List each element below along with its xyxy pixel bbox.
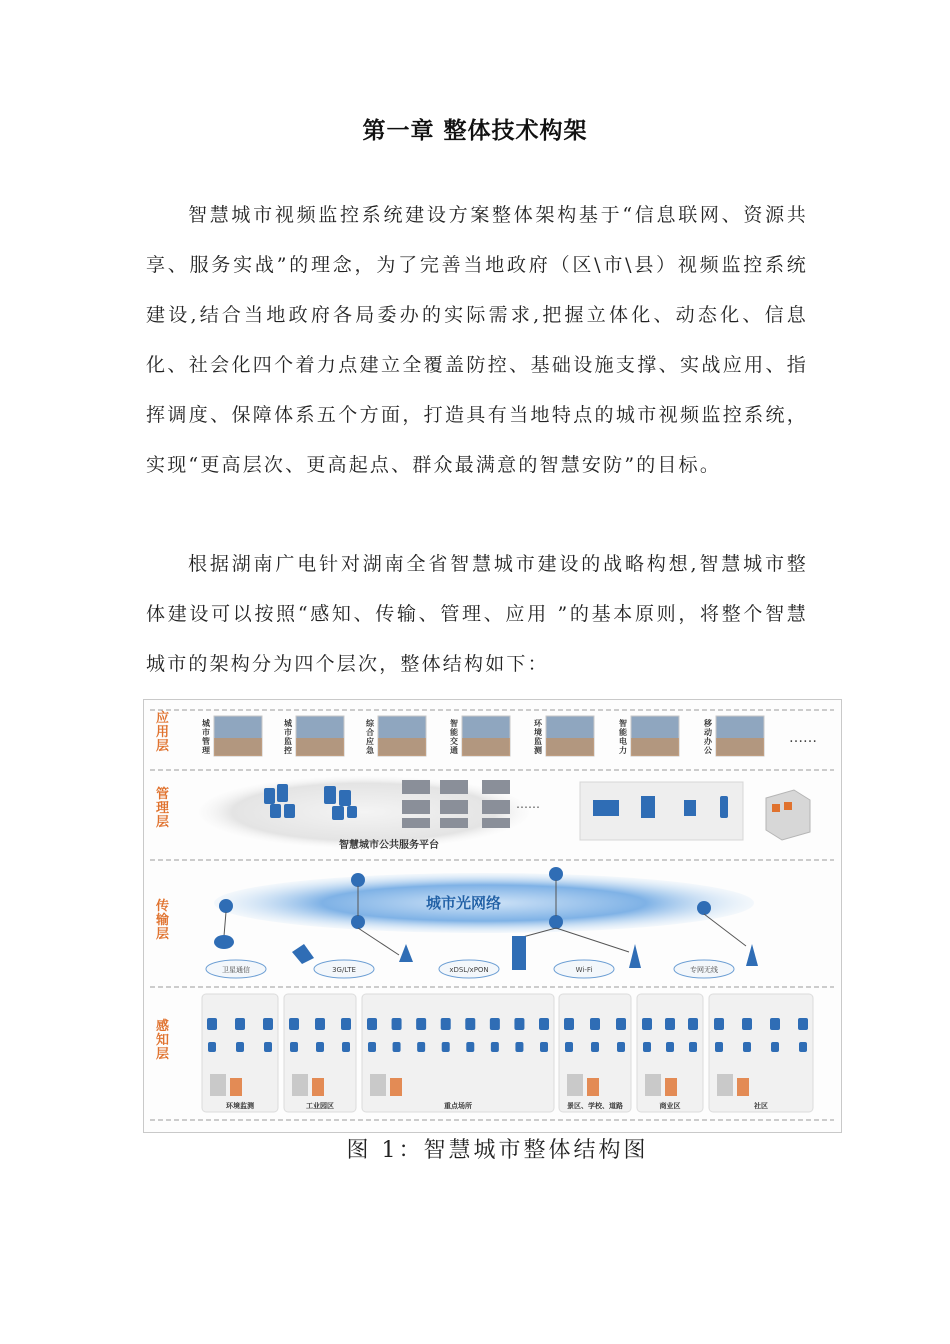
sense-group-label: 社区: [754, 1102, 768, 1110]
sensor-device: [714, 1018, 724, 1030]
figure-caption: 图 1：智慧城市整体结构图: [346, 1138, 649, 1163]
sensor-device: [742, 1018, 752, 1030]
architecture-diagram: [144, 700, 841, 1132]
sensor-device: [263, 1018, 273, 1030]
platform-panels: [402, 780, 510, 828]
sensor-device: [590, 1018, 600, 1030]
sensor-device: [465, 1018, 475, 1030]
layer-labels: [155, 710, 170, 1062]
sensor-device: [616, 1018, 626, 1030]
sensor-device: [642, 1018, 652, 1030]
network-label: 城市光网络: [426, 894, 502, 912]
sensor-device: [289, 1018, 299, 1030]
app-label: 移动办公: [704, 719, 712, 755]
sensor-device: [798, 1018, 808, 1030]
chapter-title: 第一章 整体技术构架: [362, 118, 588, 144]
terminal-box: [580, 782, 743, 840]
sensor-device: [207, 1018, 217, 1030]
access-label: 专网无线: [690, 966, 718, 974]
app-label: 城市监控: [284, 719, 292, 755]
body-paragraph: 智慧城市视频监控系统建设方案整体架构基于“信息联网、资源共享、服务实战”的理念，为了完善当地政府（区\市\县）视频监控系统建设,结合当地政府各局委办的实际需求,把握立体化、动态化、信息化、社会化四个着力点建立全覆盖防控、基础设施支撑、实战应用、指挥调度、保障体系五个方面，打造具有当地特点的城市视频监控系统，实现“更高层次、更高起点、群众最满意的智慧安防”的目标。: [146, 204, 808, 476]
svg-text:……: ……: [516, 797, 540, 811]
layer-label-trans: 传输层: [156, 899, 170, 942]
platform-title: 智慧城市公共服务平台: [339, 840, 439, 851]
app-label: 综合应急: [366, 719, 374, 755]
platform-cloud: [199, 776, 529, 848]
access-row: [206, 960, 734, 978]
access-label: 3G/LTE: [332, 966, 356, 974]
apps-more-text: ……: [789, 730, 817, 746]
sense-group-label: 重点场所: [444, 1102, 472, 1110]
sensor-device: [665, 1018, 675, 1030]
app-label: 城市管理: [202, 719, 210, 755]
sensor-device: [416, 1018, 426, 1030]
architecture-figure: [143, 699, 842, 1133]
app-label: 智能交通: [450, 719, 458, 755]
sense-group-label: 环境监测: [226, 1102, 254, 1110]
sensor-device: [539, 1018, 549, 1030]
layer-label-mgmt: 管理层: [156, 787, 170, 830]
sensor-device: [514, 1018, 524, 1030]
access-label: Wi-Fi: [575, 966, 593, 974]
sensor-device: [235, 1018, 245, 1030]
sense-group-label: 工业园区: [306, 1102, 334, 1110]
access-label: 卫星通信: [222, 966, 250, 974]
sense-group-label: 景区、学校、道路: [567, 1102, 623, 1110]
sensor-device: [315, 1018, 325, 1030]
sensor-device: [367, 1018, 377, 1030]
sense-group-label: 商业区: [659, 1102, 681, 1110]
sensor-device: [441, 1018, 451, 1030]
building-icon: [766, 790, 810, 840]
app-label: 智能电力: [619, 719, 627, 755]
sensor-device: [564, 1018, 574, 1030]
sensing-row: [202, 994, 813, 1112]
body-paragraph: 根据湖南广电针对湖南全省智慧城市建设的战略构想,智慧城市整体建设可以按照“感知、传输、管理、应用 ”的基本原则，将整个智慧城市的架构分为四个层次，整体结构如下：: [146, 553, 808, 675]
sensor-device: [490, 1018, 500, 1030]
application-row: [202, 716, 764, 756]
sensor-device: [341, 1018, 351, 1030]
app-label: 环境监测: [534, 719, 542, 755]
sensor-device: [688, 1018, 698, 1030]
layer-label-app: 应用层: [156, 711, 170, 754]
access-label: xDSL/xPON: [449, 966, 489, 974]
layer-label-sense: 感知层: [156, 1019, 170, 1062]
sensor-device: [770, 1018, 780, 1030]
sensor-device: [392, 1018, 402, 1030]
